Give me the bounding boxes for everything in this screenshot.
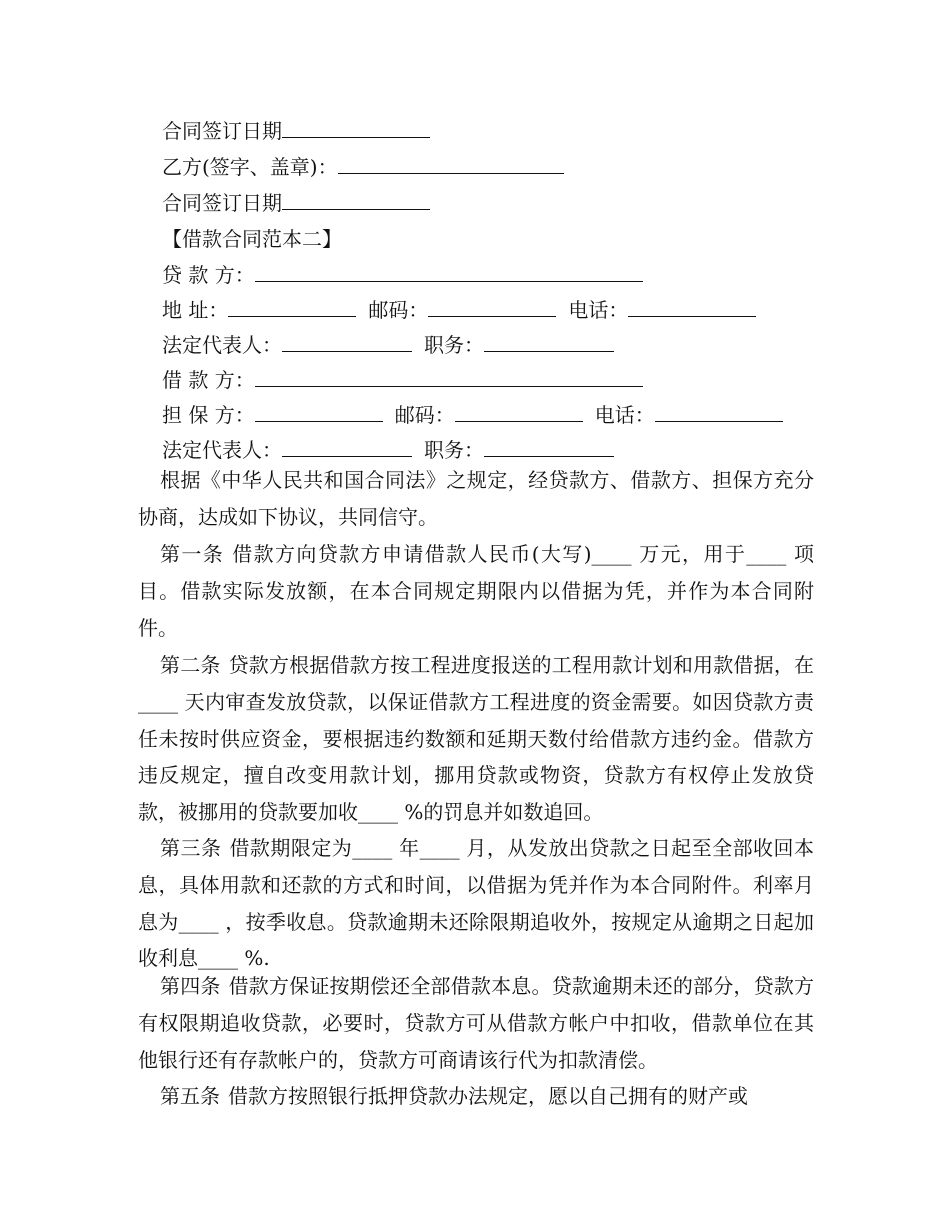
phone-blank[interactable] <box>628 298 756 317</box>
position-blank[interactable] <box>484 333 614 352</box>
party-b-sign-blank[interactable] <box>338 155 564 174</box>
section-heading: 【借款合同范本二】 <box>162 227 342 251</box>
guarantor-blank[interactable] <box>255 403 383 422</box>
legal-rep-label: 法定代表人： <box>162 333 282 357</box>
sign-date-label: 合同签订日期 <box>162 191 282 215</box>
postcode-blank[interactable] <box>455 403 583 422</box>
article-text: 借款方保证按期偿还全部借款本息。贷款逾期未还的部分，贷款方有权限期追收贷款，必要时，贷款方可从借款方帐户中扣收，借款单位在其他银行还有存款帐户的，贷款方可商请该行代为扣款清偿。 <box>138 974 815 1072</box>
phone-blank[interactable] <box>655 403 783 422</box>
legal-rep-line-2 <box>162 437 614 463</box>
legal-rep-label: 法定代表人： <box>162 438 282 462</box>
guarantor-line <box>162 402 783 428</box>
article-3 <box>138 830 814 977</box>
article-5 <box>138 1078 814 1115</box>
article-title: 第四条 <box>160 974 221 998</box>
article-text: 借款期限定为____ 年____ 月，从发放出贷款之日起至全部收回本息，具体用款和还款的方式和时间，以借据为凭并作为本合同附件。利率月息为____ ，按季收息。贷款逾期未还除限期追收外，按规定从逾期之日起加收利息____ %. <box>138 836 815 971</box>
borrower-blank[interactable] <box>255 368 643 387</box>
lender-line <box>162 262 643 288</box>
article-4 <box>138 968 814 1078</box>
borrower-line <box>162 367 643 393</box>
legal-rep-blank[interactable] <box>282 438 412 457</box>
legal-rep-blank[interactable] <box>282 333 412 352</box>
postcode-label: 邮码： <box>394 403 455 427</box>
article-1 <box>138 536 814 646</box>
article-title: 第五条 <box>160 1084 220 1108</box>
article-title: 第三条 <box>160 836 222 860</box>
address-blank[interactable] <box>228 298 356 317</box>
sign-date-blank[interactable] <box>282 119 430 138</box>
postcode-label: 邮码： <box>368 298 429 322</box>
position-blank[interactable] <box>484 438 614 457</box>
article-text: 借款方向贷款方申请借款人民币(大写)____ 万元，用于____ 项目。借款实际发放额，在本合同规定期限内以借据为凭，并作为本合同附件。 <box>138 542 814 640</box>
article-text: 贷款方根据借款方按工程进度报送的工程用款计划和用款借据，在____ 天内审查发放贷款，以保证借款方工程进度的资金需要。如因贷款方责任未按时供应资金，要根据违约数额和延期天数付给借款方违约金。借款方违反规定，擅自改变用款计划，挪用贷款或物资，贷款方有权停止发放贷款，被挪用的贷款要加收____ %的罚息并如数追回。 <box>138 653 815 825</box>
address-line <box>162 297 756 323</box>
article-title: 第二条 <box>160 653 221 677</box>
position-label: 职务： <box>424 333 484 357</box>
postcode-blank[interactable] <box>428 298 556 317</box>
legal-rep-line <box>162 332 614 358</box>
address-label: 地 址： <box>162 298 229 322</box>
sign-date-line-1 <box>162 118 430 144</box>
intro-paragraph: 根据《中华人民共和国合同法》之规定，经贷款方、借款方、担保方充分协商，达成如下协议，共同信守。 <box>138 468 814 529</box>
lender-blank[interactable] <box>255 263 643 282</box>
sign-date-label: 合同签订日期 <box>162 119 282 143</box>
article-text: 借款方按照银行抵押贷款办法规定，愿以自己拥有的财产或 <box>228 1084 748 1108</box>
guarantor-label: 担 保 方： <box>162 403 255 427</box>
lender-label: 贷 款 方： <box>162 263 255 287</box>
sign-date-line-2 <box>162 190 430 216</box>
phone-label: 电话： <box>594 403 655 427</box>
position-label: 职务： <box>424 438 484 462</box>
party-b-sign-label: 乙方(签字、盖章)： <box>162 155 338 179</box>
article-title: 第一条 <box>160 542 225 566</box>
sign-date-blank[interactable] <box>282 191 430 210</box>
borrower-label: 借 款 方： <box>162 368 255 392</box>
party-b-sign-line <box>162 154 564 180</box>
phone-label: 电话： <box>568 298 629 322</box>
article-2 <box>138 647 814 831</box>
